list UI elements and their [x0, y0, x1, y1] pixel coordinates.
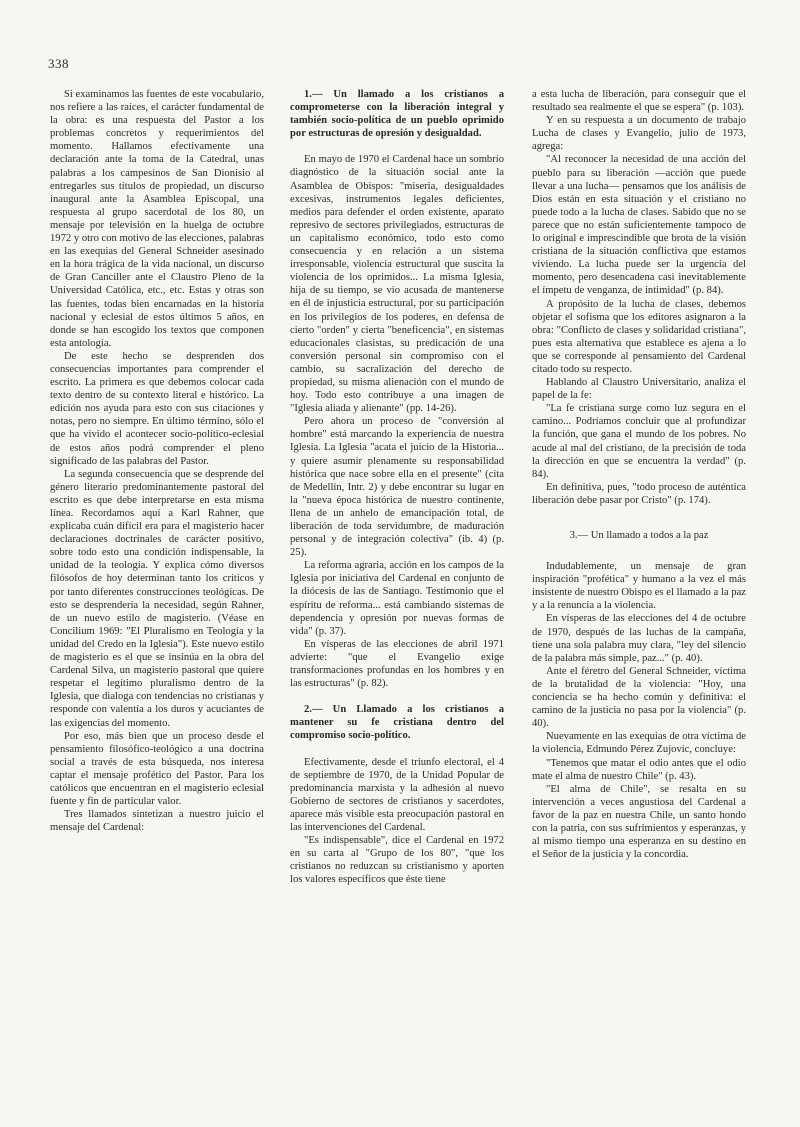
paragraph: La segunda consecuencia que se desprende del género literario predominantemente pastoral del escrito es que debe interpretarse en esta misma línea. Recordamos aquí a Karl Rahner, que explicaba cuán difícil era para el magisterio hacer declaraciones doctrinales de carácter positivo, sobre todo esto una condición indispensable, la unidad de la teología. Y explica cómo diversos filósofos de hoy determinan tanto los críticos y por tanto diferentes construcciones teológicas. De esto se desprendería la necesidad, según Rahner, de un nuevo estilo de magisterio. (Véase en Concilium 1969: "El Pluralismo en Teología y la unidad del Credo en la Iglesia"). Este nuevo estilo de magisterio es el que se insinúa en la obra del Cardenal Silva, un magisterio pastoral que quiere respetar el legítimo pluralismo dentro de la Iglesia, que dialoga con tendencias no cristianas y responde con valentía a los duros y acuciantes de las exigencias del momento.	[50, 468, 264, 729]
paragraph: Pero ahora un proceso de "conversión al hombre" está marcando la experiencia de nuestra Iglesia. La Iglesia "acata el juicio de la Historia... y quiere asumir plenamente su responsabilidad histórica que nace sobre ella en el presente" (cita de Medellín, Intr. 2) y debe encontrar su lugar en la "nueva época histórica de nuestro continente, llena de un anhelo de emancipación total, de liberación de toda servidumbre, de maduración personal y de integración colectiva" (ib. 4) (p. 25).	[290, 416, 504, 559]
paragraph: En vísperas de las elecciones de abril 1971 advierte: "que el Evangelio exige transformaciones profundas en los hombres y en las estructuras" (p. 82).	[290, 638, 504, 690]
paragraph: La reforma agraria, acción en los campos de la Iglesia por iniciativa del Cardenal en conjunto de la diócesis de las de Santiago. Testimonio que el espíritu de reforma... está cambiando sistemas de dependencia y opresión por nuevas formas de vida" (p. 37).	[290, 560, 504, 637]
paragraph: En vísperas de las elecciones del 4 de octubre de 1970, después de las luchas de la campaña, tiene una sola palabra muy clara, "ley del silencio de la palabra más simple, paz..." (p. 40).	[532, 613, 746, 664]
section-heading-3: 3.— Un llamado a todos a la paz	[569, 530, 709, 541]
paragraph: En definitiva, pues, "todo proceso de auténtica liberación debe pasar por Cristo" (p. 174).	[532, 481, 746, 506]
paragraph: Tres llamados sintetizan a nuestro juicio el mensaje del Cardenal:	[50, 809, 264, 834]
paragraph: Indudablemente, un mensaje de gran inspiración "profética" y humano a la vez el más insistente de nuestro Obispo es el llamado a la paz y a la renuncia a la violencia.	[532, 561, 746, 612]
paragraph: Y en su respuesta a un documento de trabajo Lucha de clases y Evangelio, julio de 1973, agrega:	[532, 115, 746, 153]
paragraph: "Al reconocer la necesidad de una acción del pueblo para su liberación —acción que puede llevar a una lucha— pensamos que los análisis de Dios están en esta situación y el cristiano no puede todo a la lucha de clases. Sabido que no se parece que no están suficientemente tampoco de lo original e imprescindible que brota de la visión cristiana de la situación conflictiva que estamos viviendo. La lucha puede ser la urgencia del momento, pero desencadena casi inevitablemente el ímpetu de venganza, de intimidad" (p. 84).	[532, 154, 746, 297]
paragraph: a esta lucha de liberación, para conseguir que el resultado sea realmente el que se espera" (p. 103).	[532, 89, 746, 114]
text-column-3	[532, 88, 746, 861]
paragraph: "Tenemos que matar el odio antes que el odio mate el alma de nuestro Chile" (p. 43).	[532, 757, 746, 782]
paragraph: "La fe cristiana surge como luz segura en el camino... Podríamos concluir que al profundizar la función, que gana el mundo de los pobres. No acude al mal del cristiano, de la precisión de toda la dirección en que se encuentra la verdad" (p. 84).	[532, 403, 746, 480]
paragraph: Por eso, más bien que un proceso desde el pensamiento filosófico-teológico a una doctrina social a través de esta búsqueda, nos interesa captar el mensaje profético del Pastor. Para los católicos que encuentran en el magisterio eclesial fuente y fin de particular valor.	[50, 730, 264, 808]
paragraph: Hablando al Claustro Universitario, analiza el papel de la fe:	[532, 377, 746, 402]
page-number: 338	[48, 56, 69, 71]
paragraph: De este hecho se desprenden dos consecuencias importantes para comprender el escrito. La primera es que debemos colocar cada texto dentro de su contexto literal e histórico. La edición nos ayuda para esto con sus citaciones y notas, pero no siempre. En último término, sólo el que ha vivido el acontecer socio-político-eclesial de estos años podrá comprender el pleno significado de las palabras del Pastor.	[50, 350, 264, 467]
paragraph: En mayo de 1970 el Cardenal hace un sombrío diagnóstico de la situación social ante la Asamblea de Obispos: "miseria, desigualdades excesivas, instrumentos legales deficientes, medios para defender el orden existente, aparato represivo de sectores privilegiados, estructuras de un capitalismo económico, todo esto como consecuencia y en relación a un sistema irresponsable, violencia estructural que suscita la violencia de los oprimidos... La misma Iglesia, hija de su tiempo, se vio acusada de mantenerse en él de injusticia estructural, por su participación en los privilegios de los poderes, en defensa de cierto "orden" y cierta "beneficencia", en sistemas educacionales clasistas, su predicación de una conversión personal sin compromiso con el cambio, su sacralización del derecho de propiedad, su misma alienación con el mundo de hoy. Todo esto contribuye a una imagen de "Iglesia aliada y alienante" (pp. 14-26).	[290, 154, 504, 415]
section-heading-2: 2.— Un Llamado a los cristianos a mantener su fe cristiana dentro del compromiso socio-político.	[290, 704, 504, 742]
section-heading-1: 1.— Un llamado a los cristianos a comprometerse con la liberación integral y también socio-política de un pueblo oprimido por estructuras de opresión y desigualdad.	[290, 89, 504, 140]
paragraph: "Es indispensable", dice el Cardenal en 1972 en su carta al "Grupo de los 80", "que los cristianos no reduzcan su cristianismo y aporten los valores específicos que éste tiene	[290, 835, 504, 886]
paragraph: A propósito de la lucha de clases, debemos objetar el sofisma que los editores asignaron a la obra: "Conflicto de clases y solidaridad cristiana", pues esta alternativa que establece es ajena a lo que se corresponde al pensamiento del Cardenal citado todo su respecto.	[532, 298, 746, 375]
paragraph: Efectivamente, desde el triunfo electoral, el 4 de septiembre de 1970, de la Unidad Popular de predominancia marxista y la adhesión al nuevo Gobierno de sectores de cristianos y sacerdotes, aparece más visible esta preocupación pastoral en las intervenciones del Cardenal.	[290, 756, 504, 833]
paragraph: Nuevamente en las exequias de otra víctima de la violencia, Edmundo Pérez Zujovic, concluye:	[532, 731, 746, 756]
paragraph: Si examinamos las fuentes de este vocabulario, nos refiere a las raíces, el carácter fundamental de la obra: es una respuesta del Pastor a los problemas concretos y requerimientos del momento. Hallamos efectivamente una declaración ante la toma de la Catedral, unas palabras a los campesinos de San Dionisio al entregarles sus títulos de propiedad, un discurso inaugural ante la Asamblea Episcopal, una respuesta al grupo sacerdotal de los 80, un mensaje por televisión en la huelga de octubre 1972 y otro con motivo de las elecciones, palabras en las exequias del General Schneider asesinado en la hora trágica de la vida nacional, un discurso de Gran Canciller ante el Claustro Pleno de la Universidad Católica, etc., etc. Estas y otras son las fuentes, todas bien encarnadas en la historia nacional y eclesial de estos últimos 5 años, en donde se han escogido los textos que componen esta antología.	[50, 89, 264, 349]
paragraph: Ante el féretro del General Schneider, víctima de la brutalidad de la violencia: "Hoy, una conciencia se ha hecho común y definitiva: el camino de la justicia no pasa por la violencia" (p. 40).	[532, 665, 746, 730]
text-column-2	[290, 88, 504, 886]
text-column-1	[50, 88, 264, 834]
paragraph: "El alma de Chile", se resalta en su intervención a veces angustiosa del Cardenal a favor de la paz en nuestra Chile, un santo hondo con la patria, con sus sufrimientos y esperanzas, y al mismo tiempo una esperanza en su destino en el Señor de la justicia y la concordia.	[532, 783, 746, 861]
